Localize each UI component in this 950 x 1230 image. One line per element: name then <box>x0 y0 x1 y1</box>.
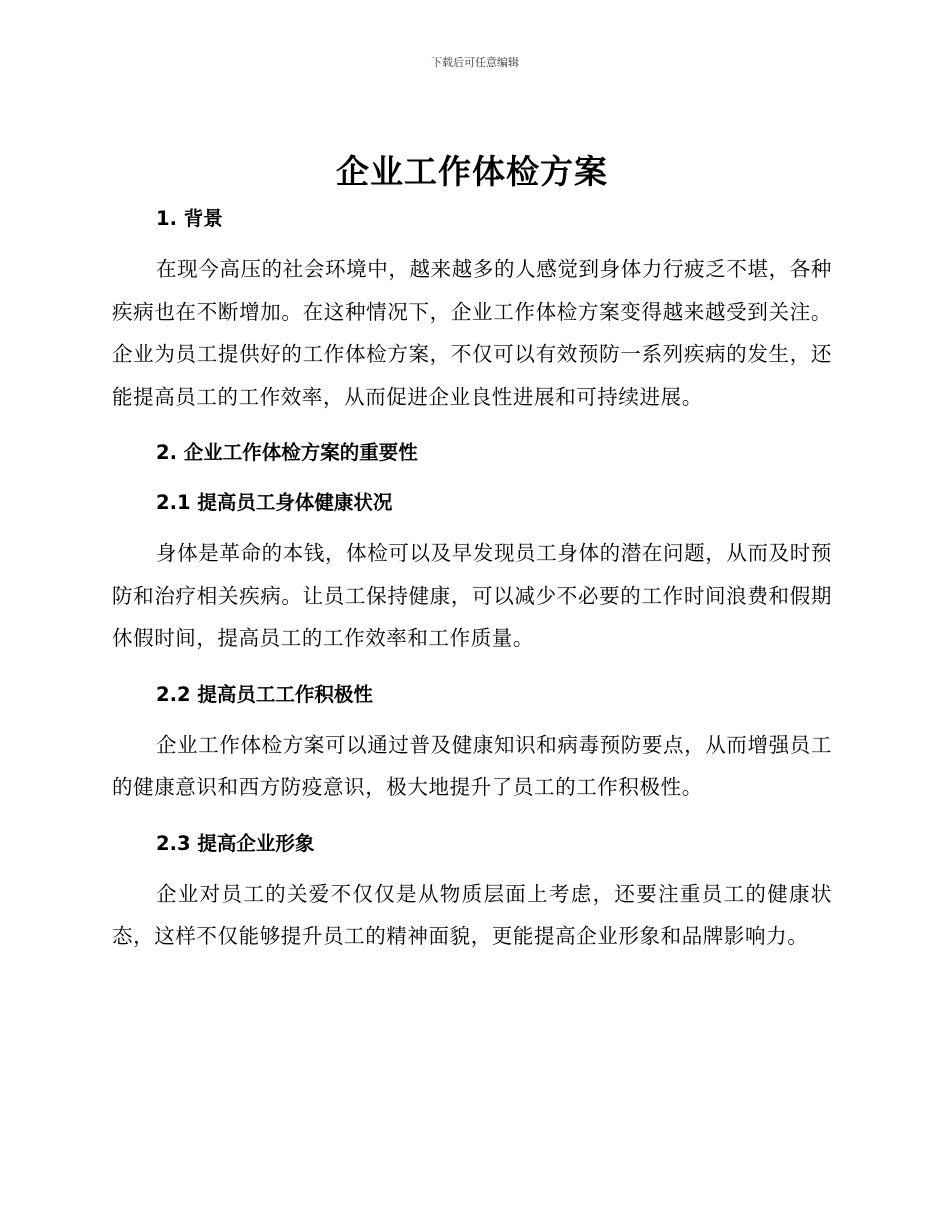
section-heading-image: 2.3 提高企业形象 <box>156 831 315 855</box>
section-heading-motivation: 2.2 提高员工工作积极性 <box>156 682 373 706</box>
header-note: 下载后可任意编辑 <box>431 56 519 69</box>
section-paragraph-image: 企业对员工的关爱不仅仅是从物质层面上考虑，还要注重员工的健康状态，这样不仅能够提升员工的精神面貌，更能提高企业形象和品牌影响力。 <box>112 881 832 948</box>
section-heading-importance: 2. 企业工作体检方案的重要性 <box>156 441 418 464</box>
section-heading-health: 2.1 提高员工身体健康状况 <box>156 491 393 514</box>
section-paragraph-health: 身体是革命的本钱，体检可以及早发现员工身体的潜在问题，从而及时预防和治疗相关疾病。让员工保持健康，可以减少不必要的工作时间浪费和假期休假时间，提高员工的工作效率和工作质量。 <box>112 541 832 650</box>
section-heading-background: 1. 背景 <box>156 207 223 230</box>
document-body <box>112 148 832 958</box>
section-paragraph-background: 在现今高压的社会环境中，越来越多的人感觉到身体力行疲乏不堪，各种疾病也在不断增加。在这种情况下，企业工作体检方案变得越来越受到关注。企业为员工提供好的工作体检方案，不仅可以有效预防一系列疾病的发生，还能提高员工的工作效率，从而促进企业良性进展和可持续进展。 <box>112 257 832 409</box>
section-paragraph-motivation: 企业工作体检方案可以通过普及健康知识和病毒预防要点，从而增强员工的健康意识和西方防疫意识，极大地提升了员工的工作积极性。 <box>112 732 832 799</box>
document-title: 企业工作体检方案 <box>336 152 608 191</box>
